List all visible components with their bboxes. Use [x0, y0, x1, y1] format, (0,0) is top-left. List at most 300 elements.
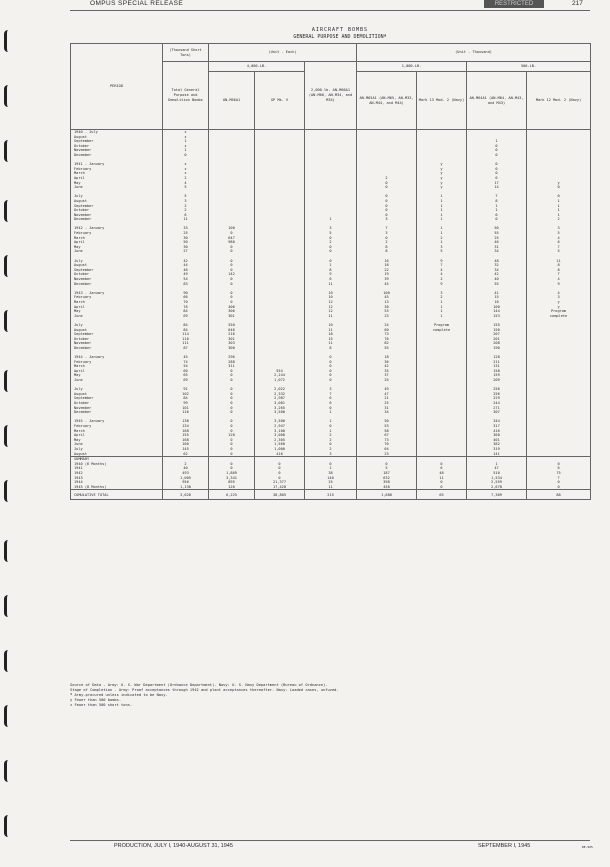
- value-cell: y: [417, 185, 467, 190]
- period-cell: July: [71, 447, 163, 452]
- binder-ring-icon: [4, 760, 13, 782]
- period-cell: April: [71, 240, 163, 245]
- title-line-1: AIRCRAFT BOMBS: [311, 27, 369, 33]
- value-cell: 76: [357, 337, 417, 342]
- value-cell: 11: [305, 341, 357, 346]
- group-1000-header: 1,000-LB.: [357, 62, 467, 72]
- value-cell: 301: [209, 337, 255, 342]
- note-line: Source of Data - Army: U. S. War Department (Ordnance Department). Navy: U. S. Navy Department (Bureau of Ordnance).: [70, 683, 328, 687]
- period-cell: October: [71, 272, 163, 277]
- value-cell: 0: [209, 452, 255, 457]
- value-cell: 30: [357, 305, 417, 310]
- value-cell: 48: [417, 471, 467, 476]
- value-cell: 0: [209, 447, 255, 452]
- release-label: OMPUS SPECIAL RELEASE: [90, 0, 184, 7]
- value-cell: 100: [209, 226, 255, 231]
- value-cell: 554: [255, 369, 305, 374]
- an-m65a1-header: AN-M65A1 (AN-M65, AN-M33, AN-M44, and M44): [357, 72, 417, 130]
- table-body: [71, 130, 591, 500]
- value-cell: z: [163, 144, 209, 149]
- value-cell: 0: [255, 466, 305, 471]
- value-cell: 0: [209, 396, 255, 401]
- value-cell: y: [527, 305, 591, 310]
- period-cell: December: [71, 410, 163, 415]
- value-cell: 3: [357, 231, 417, 236]
- value-cell: 2: [305, 438, 357, 443]
- value-cell: 32: [467, 263, 527, 268]
- value-cell: 0: [209, 263, 255, 268]
- value-cell: 4: [527, 291, 591, 296]
- value-cell: 0: [209, 401, 255, 406]
- value-cell: 0: [209, 295, 255, 300]
- period-cell: April: [71, 433, 163, 438]
- period-cell: February: [71, 167, 163, 172]
- value-cell: 11: [305, 328, 357, 333]
- value-cell: 100: [467, 305, 527, 310]
- value-cell: 201: [467, 337, 527, 342]
- value-cell: complete: [417, 328, 467, 333]
- value-cell: 7: [527, 476, 591, 481]
- value-cell: 0: [305, 373, 357, 378]
- value-cell: 3,000: [255, 433, 305, 438]
- period-cell: June: [71, 314, 163, 319]
- value-cell: 0: [209, 419, 255, 424]
- value-cell: 1: [417, 314, 467, 319]
- value-cell: 82: [357, 341, 417, 346]
- value-cell: 458: [357, 485, 417, 490]
- binder-ring-icon: [4, 255, 13, 277]
- period-cell: June: [71, 442, 163, 447]
- value-cell: 646: [209, 328, 255, 333]
- value-cell: 116: [163, 410, 209, 415]
- value-cell: 53: [357, 309, 417, 314]
- value-cell: 0: [209, 462, 255, 467]
- value-cell: y: [417, 171, 467, 176]
- value-cell: 510: [467, 471, 527, 476]
- value-cell: 49: [357, 387, 417, 392]
- value-cell: 0: [467, 167, 527, 172]
- value-cell: 1,005: [163, 476, 209, 481]
- unit-thousand-header: (Unit - Thousand): [357, 44, 591, 62]
- value-cell: 70: [163, 300, 209, 305]
- value-cell: 1: [417, 231, 467, 236]
- value-cell: 2: [163, 204, 209, 209]
- value-cell: 55: [467, 231, 527, 236]
- binder-ring-icon: [4, 370, 13, 392]
- value-cell: 256: [467, 387, 527, 392]
- value-cell: 1: [163, 139, 209, 144]
- value-cell: 64: [357, 447, 417, 452]
- unit-each-header: (Unit - Each): [209, 44, 357, 62]
- value-cell: 0: [417, 485, 467, 490]
- value-cell: 306: [209, 309, 255, 314]
- period-cell: March: [71, 429, 163, 434]
- footer-code: BE-905: [582, 845, 593, 849]
- value-cell: z: [163, 171, 209, 176]
- value-cell: 0: [209, 438, 255, 443]
- value-cell: 88: [527, 490, 591, 500]
- value-cell: 187: [357, 471, 417, 476]
- value-cell: 0: [467, 176, 527, 181]
- value-cell: 360: [467, 433, 527, 438]
- binder-ring-icon: [4, 200, 13, 222]
- value-cell: 24: [357, 323, 417, 328]
- value-cell: 6,225: [209, 490, 255, 500]
- value-cell: z: [163, 135, 209, 140]
- value-cell: 10: [305, 323, 357, 328]
- value-cell: 895: [209, 480, 255, 485]
- value-cell: 25: [305, 480, 357, 485]
- value-cell: 0: [209, 410, 255, 415]
- value-cell: 0: [467, 153, 527, 158]
- value-cell: 140: [305, 476, 357, 481]
- value-cell: 22: [357, 268, 417, 273]
- value-cell: 17,428: [255, 485, 305, 490]
- value-cell: y: [527, 300, 591, 305]
- value-cell: 550: [209, 323, 255, 328]
- value-cell: 3: [163, 199, 209, 204]
- value-cell: 0: [209, 442, 255, 447]
- value-cell: 3: [305, 387, 357, 392]
- value-cell: 0: [209, 231, 255, 236]
- value-cell: 10: [467, 300, 527, 305]
- value-cell: 2: [417, 277, 467, 282]
- value-cell: 244: [467, 401, 527, 406]
- value-cell: 9: [527, 282, 591, 287]
- value-cell: 0: [209, 392, 255, 397]
- value-cell: 0: [255, 471, 305, 476]
- value-cell: 0: [357, 204, 417, 209]
- value-cell: 9: [417, 259, 467, 264]
- value-cell: 66: [163, 295, 209, 300]
- value-cell: 1: [305, 419, 357, 424]
- period-cell: November: [71, 341, 163, 346]
- value-cell: y: [527, 181, 591, 186]
- value-cell: 13: [357, 300, 417, 305]
- value-cell: 49: [163, 272, 209, 277]
- value-cell: 1: [305, 410, 357, 415]
- period-cell: May: [71, 181, 163, 186]
- value-cell: 5: [417, 249, 467, 254]
- value-cell: 0: [209, 282, 255, 287]
- value-cell: 158: [467, 369, 527, 374]
- value-cell: 54: [163, 364, 209, 369]
- value-cell: 42: [467, 272, 527, 277]
- period-cell: May: [71, 245, 163, 250]
- value-cell: 34: [357, 410, 417, 415]
- value-cell: 2,559: [467, 480, 527, 485]
- value-cell: 4: [417, 272, 467, 277]
- value-cell: 168: [163, 438, 209, 443]
- value-cell: 110: [163, 337, 209, 342]
- value-cell: 207: [467, 332, 527, 337]
- value-cell: 0: [305, 360, 357, 365]
- value-cell: 2: [305, 433, 357, 438]
- value-cell: 60: [357, 328, 417, 333]
- period-cell: April: [71, 305, 163, 310]
- period-cell: December: [71, 346, 163, 351]
- value-cell: 3,265: [255, 406, 305, 411]
- value-cell: 2,678: [467, 485, 527, 490]
- period-cell: February: [71, 231, 163, 236]
- value-cell: 8: [527, 263, 591, 268]
- value-cell: 25: [357, 378, 417, 383]
- value-cell: 301: [209, 314, 255, 319]
- group-4000-header: 4,000-LB.: [209, 62, 305, 72]
- value-cell: 2,022: [255, 387, 305, 392]
- value-cell: 1: [417, 226, 467, 231]
- value-cell: 45: [163, 355, 209, 360]
- period-cell: May: [71, 373, 163, 378]
- value-cell: 0: [209, 429, 255, 434]
- period-cell: August: [71, 135, 163, 140]
- period-cell: 1943 - January: [71, 291, 163, 296]
- value-cell: 0: [417, 480, 467, 485]
- value-cell: 84: [163, 396, 209, 401]
- value-cell: 632: [357, 476, 417, 481]
- period-cell: April: [71, 369, 163, 374]
- value-cell: 3: [417, 245, 467, 250]
- period-cell: November: [71, 277, 163, 282]
- value-cell: 3,341: [209, 476, 255, 481]
- value-cell: 37: [357, 373, 417, 378]
- value-cell: 39: [357, 277, 417, 282]
- summary-label: SUMMARY: [71, 457, 163, 462]
- period-cell: May: [71, 309, 163, 314]
- value-cell: 155: [467, 323, 527, 328]
- value-cell: 99: [163, 401, 209, 406]
- value-cell: 0: [209, 300, 255, 305]
- value-cell: y: [417, 167, 467, 172]
- value-cell: 1,869: [209, 471, 255, 476]
- value-cell: 0: [357, 208, 417, 213]
- value-cell: 5: [305, 231, 357, 236]
- value-cell: 8: [305, 268, 357, 273]
- value-cell: 55: [357, 346, 417, 351]
- mk12-header: Mark 12 Mod. 2 (Navy): [527, 72, 591, 130]
- value-cell: 31: [467, 245, 527, 250]
- period-cell: September: [71, 204, 163, 209]
- value-cell: 1: [417, 240, 467, 245]
- period-cell: August: [71, 263, 163, 268]
- value-cell: 0: [209, 466, 255, 471]
- value-cell: 53: [357, 424, 417, 429]
- value-cell: 0: [209, 424, 255, 429]
- value-cell: 3: [527, 226, 591, 231]
- value-cell: 1: [305, 429, 357, 434]
- value-cell: 401: [467, 438, 527, 443]
- value-cell: 0: [467, 148, 527, 153]
- value-cell: 84: [163, 323, 209, 328]
- value-cell: 229: [467, 396, 527, 401]
- value-cell: 11: [305, 314, 357, 319]
- value-cell: 319: [467, 447, 527, 452]
- value-cell: 160: [163, 442, 209, 447]
- value-cell: 0: [209, 373, 255, 378]
- value-cell: 0: [305, 364, 357, 369]
- value-cell: 102: [163, 392, 209, 397]
- value-cell: 400: [209, 305, 255, 310]
- value-cell: 0: [209, 249, 255, 254]
- value-cell: 47: [467, 466, 527, 471]
- value-cell: 34: [467, 268, 527, 273]
- period-cell: September: [71, 268, 163, 273]
- value-cell: 55: [467, 282, 527, 287]
- value-cell: 3: [305, 452, 357, 457]
- value-cell: 48: [467, 259, 527, 264]
- value-cell: 3,001: [255, 401, 305, 406]
- value-cell: complete: [527, 314, 591, 319]
- value-cell: 18: [305, 332, 357, 337]
- value-cell: 3: [305, 226, 357, 231]
- value-cell: 131: [467, 364, 527, 369]
- value-cell: 0: [209, 291, 255, 296]
- value-cell: z: [163, 130, 209, 135]
- value-cell: 40: [467, 277, 527, 282]
- value-cell: 38: [305, 471, 357, 476]
- value-cell: 7,309: [467, 490, 527, 500]
- footer-rule: [70, 840, 590, 841]
- note-line: Stage of Completion - Army: Proof acceptances through 1942 and plant acceptances thereafter. Navy: Loaded cases, unfuzed.: [70, 688, 339, 692]
- value-cell: 0: [357, 181, 417, 186]
- value-cell: 40: [163, 466, 209, 471]
- value-cell: 0: [305, 424, 357, 429]
- value-cell: 45: [357, 295, 417, 300]
- value-cell: 11: [527, 259, 591, 264]
- value-cell: 0: [527, 480, 591, 485]
- value-cell: 1: [417, 204, 467, 209]
- value-cell: 2,244: [255, 373, 305, 378]
- value-cell: 0: [305, 236, 357, 241]
- value-cell: 101: [163, 406, 209, 411]
- value-cell: 1,130: [163, 485, 209, 490]
- value-cell: 2: [305, 240, 357, 245]
- value-cell: 190: [467, 346, 527, 351]
- value-cell: 0: [305, 245, 357, 250]
- value-cell: 0: [209, 387, 255, 392]
- value-cell: 21,377: [255, 480, 305, 485]
- value-cell: 1: [527, 213, 591, 218]
- value-cell: 493: [163, 471, 209, 476]
- value-cell: 1: [467, 139, 527, 144]
- value-cell: z: [163, 167, 209, 172]
- value-cell: 12: [305, 305, 357, 310]
- value-cell: 344: [467, 419, 527, 424]
- value-cell: 150: [467, 328, 527, 333]
- value-cell: 42: [163, 259, 209, 264]
- value-cell: 8: [467, 199, 527, 204]
- value-cell: 6: [527, 466, 591, 471]
- period-header: PERIOD: [71, 44, 163, 130]
- value-cell: 50: [467, 226, 527, 231]
- header-rule: [70, 10, 590, 11]
- period-cell: December: [71, 153, 163, 158]
- value-cell: 31: [357, 406, 417, 411]
- period-cell: February: [71, 424, 163, 429]
- period-cell: 1942 - January: [71, 226, 163, 231]
- note-line: y Fewer than 500 bombs.: [70, 698, 122, 702]
- value-cell: 1: [467, 462, 527, 467]
- value-cell: 0: [209, 277, 255, 282]
- value-cell: 0: [305, 462, 357, 467]
- period-cell: 1942: [71, 471, 163, 476]
- value-cell: 70: [357, 442, 417, 447]
- period-cell: CUMULATIVE TOTAL: [71, 490, 163, 500]
- period-cell: March: [71, 171, 163, 176]
- value-cell: 16: [357, 259, 417, 264]
- binder-ring-icon: [4, 425, 13, 447]
- value-cell: 90: [163, 291, 209, 296]
- value-cell: 416: [467, 429, 527, 434]
- value-cell: 956: [163, 480, 209, 485]
- value-cell: 2,332: [255, 392, 305, 397]
- value-cell: 4: [417, 268, 467, 273]
- binder-ring-icon: [4, 595, 13, 617]
- value-cell: 142: [209, 272, 255, 277]
- value-cell: 0: [467, 217, 527, 222]
- period-cell: March: [71, 236, 163, 241]
- period-cell: June: [71, 378, 163, 383]
- value-cell: 2: [305, 447, 357, 452]
- value-cell: 211: [467, 360, 527, 365]
- value-cell: y: [417, 176, 467, 181]
- value-cell: 2: [527, 217, 591, 222]
- value-cell: 0: [357, 194, 417, 199]
- period-cell: 1944 - January: [71, 355, 163, 360]
- value-cell: 1: [305, 466, 357, 471]
- value-cell: 50: [163, 240, 209, 245]
- value-cell: 1: [467, 208, 527, 213]
- value-cell: 44: [163, 263, 209, 268]
- value-cell: 647: [209, 236, 255, 241]
- total-header: Total General Purpose and Demolition Bombs: [163, 62, 209, 130]
- value-cell: y: [417, 162, 467, 167]
- value-cell: 2: [417, 236, 467, 241]
- binder-ring-icon: [4, 140, 13, 162]
- value-cell: 0: [209, 259, 255, 264]
- value-cell: 6: [417, 466, 467, 471]
- value-cell: 0: [209, 369, 255, 374]
- value-cell: 0: [467, 213, 527, 218]
- value-cell: 0: [305, 355, 357, 360]
- value-cell: 11: [305, 282, 357, 287]
- value-cell: 1: [417, 208, 467, 213]
- period-cell: July: [71, 323, 163, 328]
- binder-ring-icon: [4, 650, 13, 672]
- value-cell: 0: [357, 236, 417, 241]
- page-number: 217: [572, 0, 583, 7]
- value-cell: 1: [417, 199, 467, 204]
- value-cell: 7: [467, 194, 527, 199]
- value-cell: 1: [305, 217, 357, 222]
- value-cell: 2: [357, 176, 417, 181]
- value-cell: 0: [527, 185, 591, 190]
- value-cell: 11: [163, 217, 209, 222]
- value-cell: 12: [305, 309, 357, 314]
- value-cell: 14: [467, 185, 527, 190]
- value-cell: 69: [163, 314, 209, 319]
- an-m64a1-header: AN-M64A1 (AN-M64, AN-M43, and M43): [467, 72, 527, 130]
- gp-mk5-header: GP Mk. V: [255, 72, 305, 130]
- value-cell: 1: [417, 300, 467, 305]
- value-cell: 76: [163, 305, 209, 310]
- value-cell: 65: [163, 373, 209, 378]
- period-cell: September: [71, 139, 163, 144]
- period-cell: December: [71, 217, 163, 222]
- value-cell: 120: [209, 433, 255, 438]
- value-cell: 17: [467, 181, 527, 186]
- value-cell: 87: [163, 346, 209, 351]
